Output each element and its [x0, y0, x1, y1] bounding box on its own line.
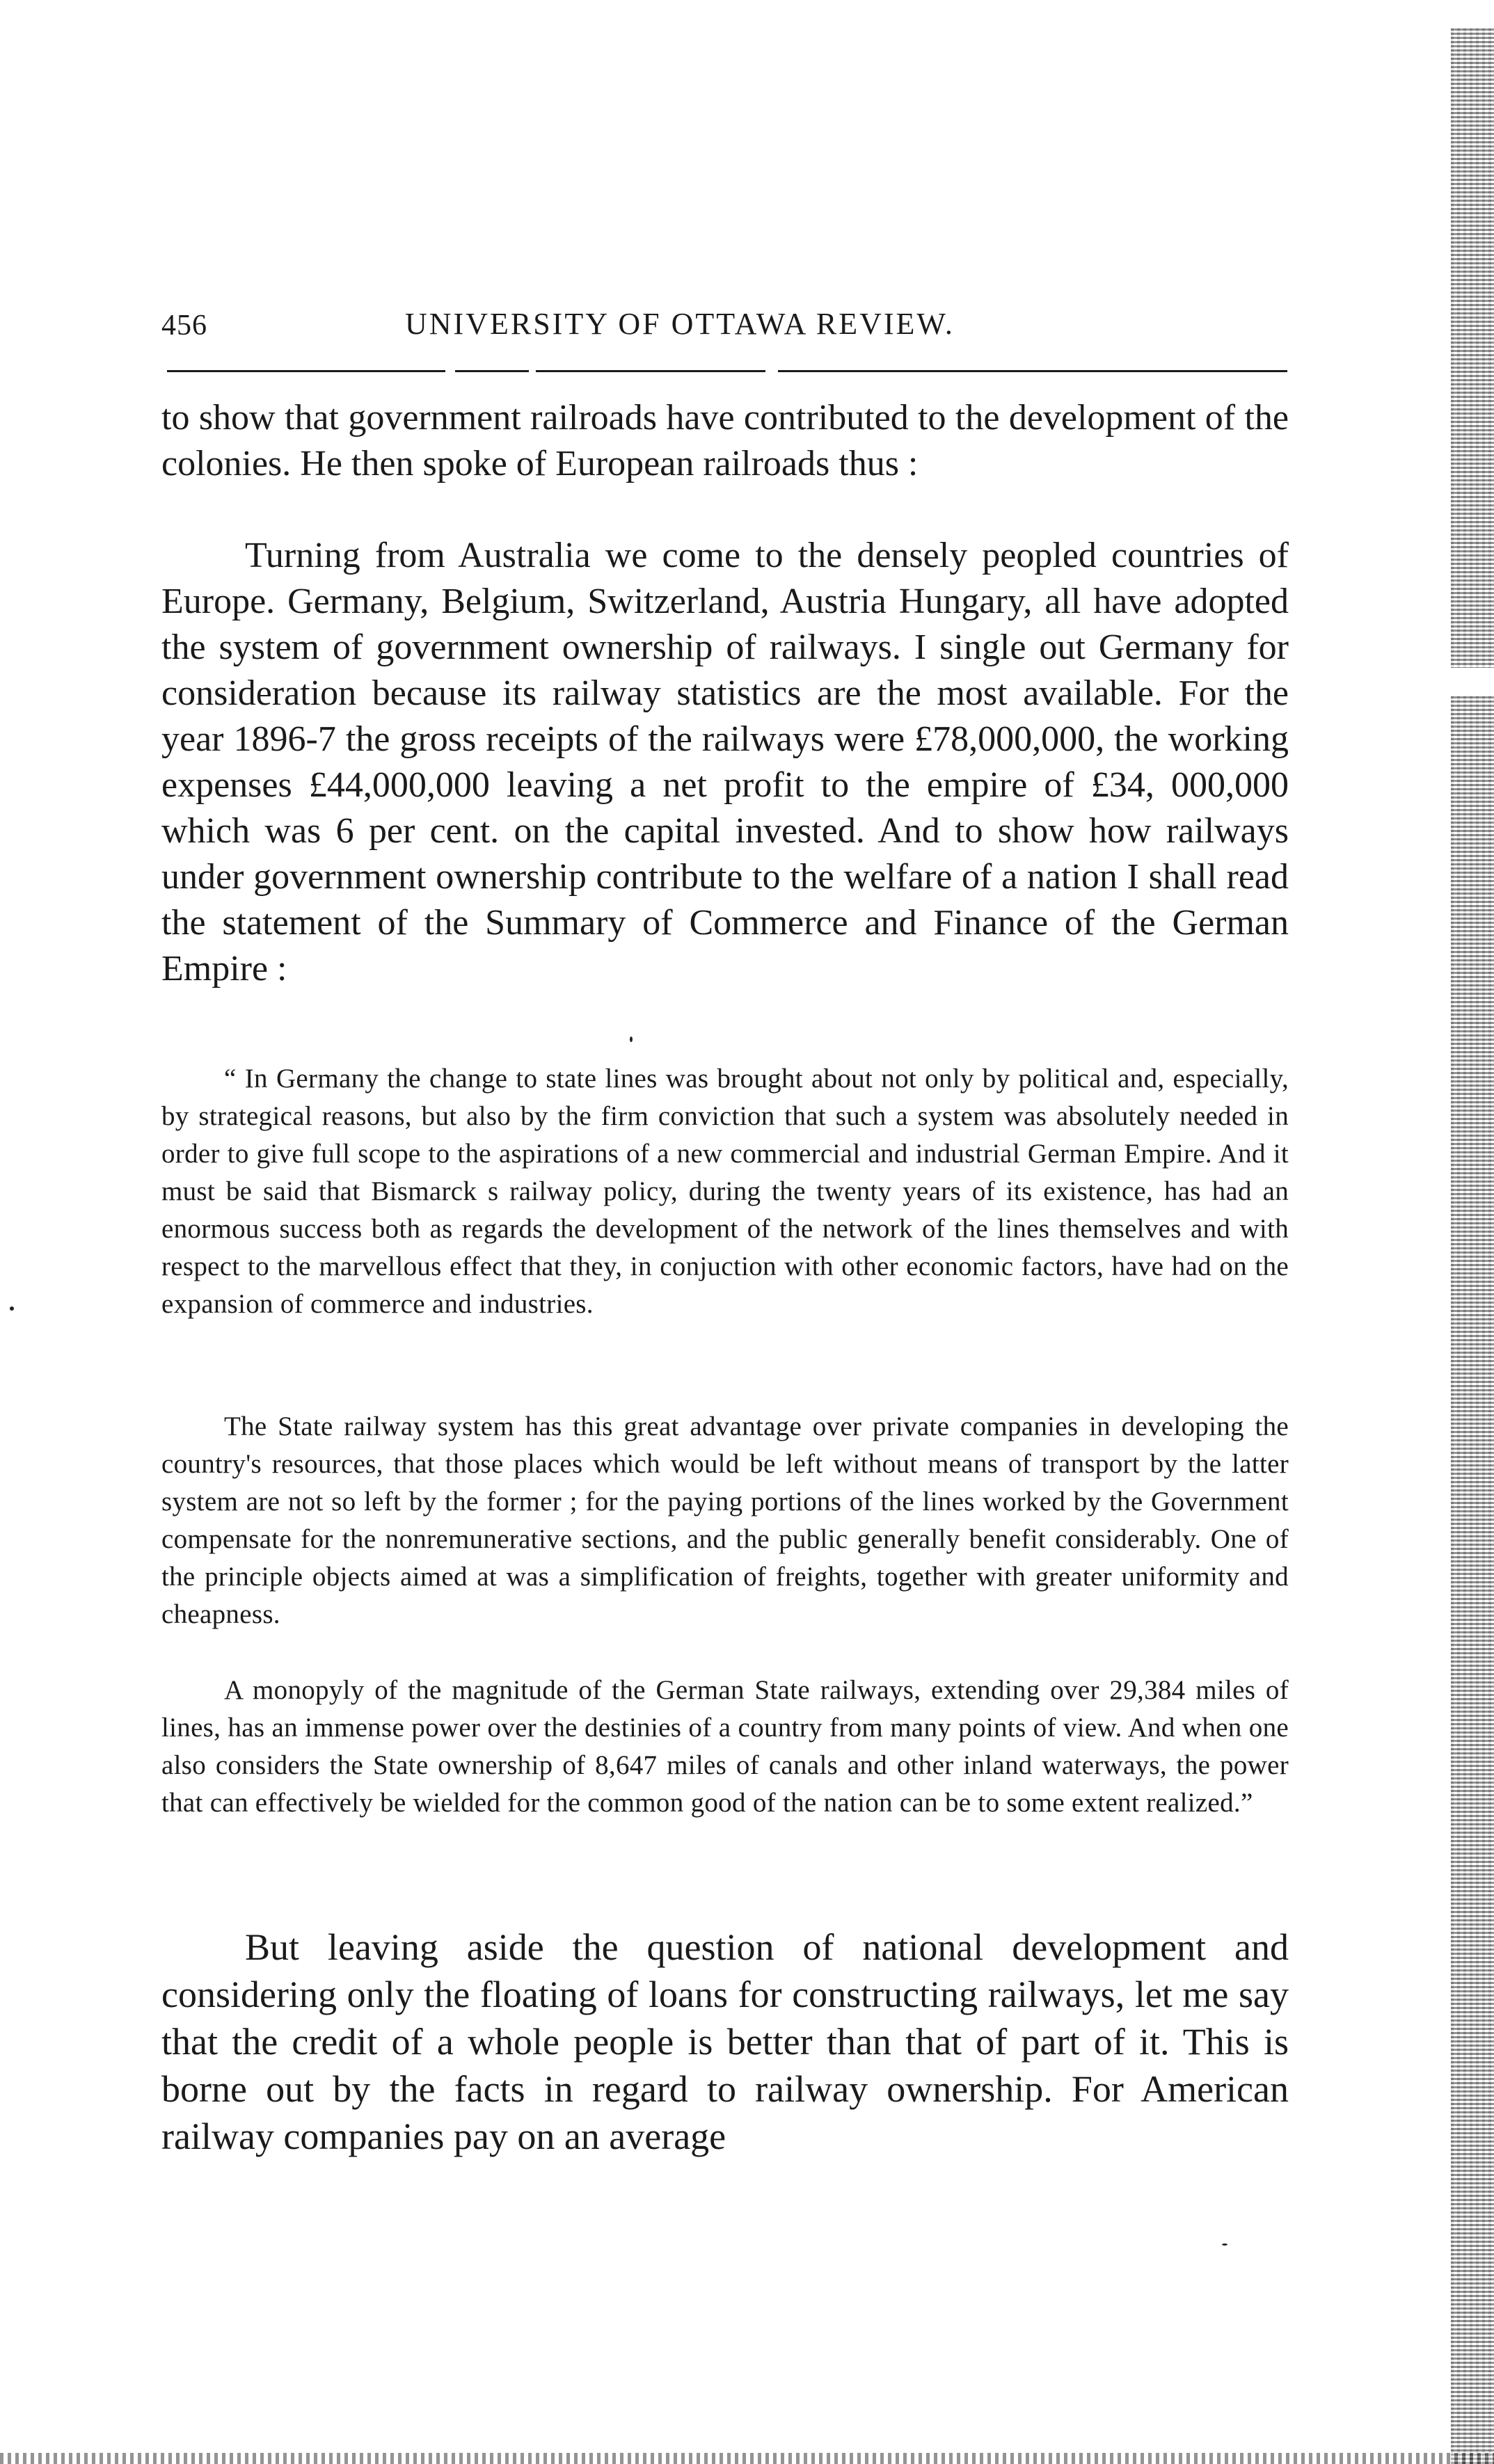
page-number: 456 — [161, 310, 207, 342]
scan-speck — [630, 1037, 633, 1042]
quotation-paragraph-3 — [161, 1672, 1289, 1822]
page-edge-right — [1451, 0, 1494, 2464]
quotation-paragraph-2 — [161, 1408, 1289, 1633]
scan-speck — [10, 1306, 14, 1311]
body-paragraph-3 — [161, 1923, 1289, 2160]
quotation-text: A monopyly of the magnitude of the German State railways, extending over 29,384 miles of lines, has an immense power over the destinies of a country from many points of view. And when one also considers the State ownership of 8,647 miles of canals and other inland waterways, the power that can effectively be wielded for the common good of the nation can be to some extent realized.” — [161, 1675, 1289, 1818]
body-paragraph-2 — [161, 533, 1289, 992]
body-paragraph-1 — [161, 395, 1289, 487]
paragraph-text: to show that government railroads have contributed to the development of the colonies. He then spoke of European railroads thus : — [161, 398, 1289, 483]
quotation-text: “ In Germany the change to state lines was brought about not only by political and, especially, by strategical reasons, but also by the firm conviction that such a system was absolutely needed in order to give full scope to the aspirations of a new commercial and industrial German Empire. And it must be said that Bismarck s railway policy, during the twenty years of its existence, has had an enormous success both as regards the development of the network of the lines themselves and with respect to the marvellous effect that they, in conjuction with other economic factors, have had on the expansion of commerce and industries. — [161, 1064, 1289, 1319]
running-head — [161, 306, 1289, 348]
page-edge-bottom — [0, 2453, 1494, 2464]
quotation-text: The State railway system has this great advantage over private companies in developing the country's resources, that those places which would be left without means of transport by the latter system are not so left by the former ; for the paying portions of the lines worked by the Government compensate for the nonremunerative sections, and the public generally benefit considerably. One of the principle objects aimed at was a simplification of freights, together with greater uniformity and cheapness. — [161, 1411, 1289, 1629]
paragraph-text: But leaving aside the question of national development and considering only the floating of loans for constructing railways, let me say that the credit of a whole people is better than that of part of it. This is borne out by the facts in regard to railway ownership. For American railway companies pay on an average — [161, 1926, 1289, 2157]
paragraph-text: Turning from Australia we come to the densely peopled countries of Europe. Germany, Belgium, Switzerland, Austria Hungary, all have adopted the system of government ownership of railways. I single out Germany for consideration because its railway statistics are the most available. For the year 1896-7 the gross receipts of the railways were £78,000,000, the working expenses £44,000,000 leaving a net profit to the empire of £34, 000,000 which was 6 per cent. on the capital invested. And to show how railways under government ownership contribute to the welfare of a nation I shall read the statement of the Summary of Commerce and Finance of the German Empire : — [161, 536, 1289, 989]
scan-speck — [1222, 2243, 1227, 2246]
quotation-paragraph-1 — [161, 1060, 1289, 1323]
header-rule — [167, 370, 1287, 372]
running-title: UNIVERSITY OF OTTAWA REVIEW. — [405, 307, 955, 341]
